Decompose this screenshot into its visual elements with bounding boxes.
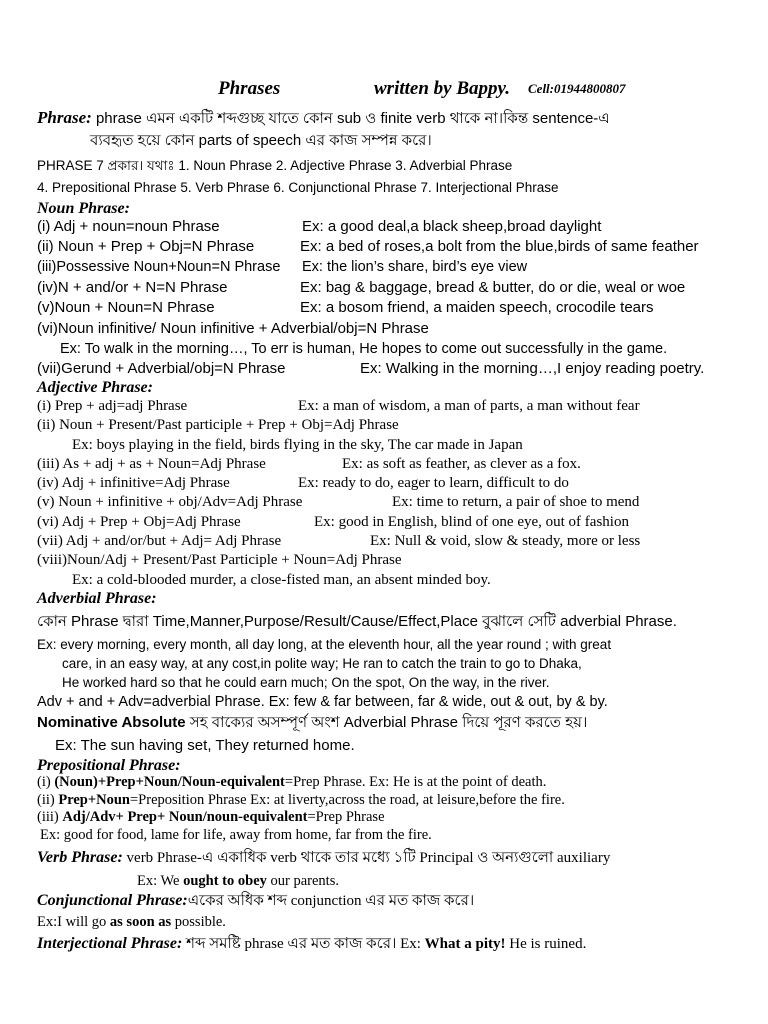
interjectional-phrase-line: Interjectional Phrase: শব্দ সমষ্টি phrase এর মত কাজ করে। Ex: What a pity! He is ruined. (37, 935, 587, 952)
author-credit: written by Bappy. (374, 78, 510, 99)
noun-phrase-heading: Noun Phrase: (37, 200, 130, 217)
conjunctional-phrase-example: Ex:I will go as soon as possible. (37, 914, 226, 930)
adjective-example-5: Ex: time to return, a pair of shoe to mend (392, 494, 640, 510)
adjective-example-1: Ex: a man of wisdom, a man of parts, a man without fear (298, 398, 640, 414)
adjective-rule-2: (ii) Noun + Present/Past participle + Prep + Obj=Adj Phrase (37, 417, 399, 433)
adverbial-definition: কোন Phrase দ্বারা Time,Manner,Purpose/Result/Cause/Effect,Place বুঝালে সেটি adverbial Phrase. (37, 613, 677, 630)
adjective-rule-6: (vi) Adj + Prep + Obj=Adj Phrase (37, 514, 241, 530)
interjectional-phrase-heading: Interjectional Phrase: (37, 935, 183, 952)
adjective-rule-1: (i) Prep + adj=adj Phrase (37, 398, 188, 414)
noun-rule-3: (iii)Possessive Noun+Noun=N Phrase (37, 259, 281, 275)
adjective-example-2: Ex: boys playing in the field, birds flying in the sky, The car made in Japan (72, 437, 523, 453)
adjective-example-7: Ex: Null & void, slow & steady, more or less (370, 533, 641, 549)
noun-rule-5: (v)Noun + Noun=N Phrase (37, 299, 215, 316)
adverbial-example-line-3: He worked hard so that he could earn much; On the spot, On the way, in the river. (62, 675, 550, 690)
verb-phrase-line: Verb Phrase: verb Phrase-এ একাধিক verb থাকে তার মধ্যে ১টি Principal ও অন্যগুলো auxiliary (37, 849, 611, 866)
page-title: Phrases (218, 78, 281, 99)
adjective-example-6: Ex: good in English, blind of one eye, out of fashion (314, 514, 629, 530)
noun-rule-7: (vii)Gerund + Adverbial/obj=N Phrase (37, 360, 286, 377)
prepositional-example: Ex: good for food, lame for life, away from home, far from the fire. (40, 827, 432, 843)
adverbial-example-line-1: Ex: every morning, every month, all day long, at the eleventh hour, all the year round ; with great (37, 637, 612, 652)
noun-example-6: Ex: To walk in the morning…, To err is human, He hopes to come out successfully in the game. (60, 341, 668, 357)
prepositional-rule-1: (i) (Noun)+Prep+Noun/Noun-equivalent=Prep Phrase. Ex: He is at the point of death. (37, 774, 547, 790)
noun-rule-2: (ii) Noun + Prep + Obj=N Phrase (37, 238, 255, 255)
noun-example-3: Ex: the lion’s share, bird’s eye view (302, 259, 528, 275)
nominative-absolute-example: Ex: The sun having set, They returned home. (55, 737, 355, 754)
noun-example-2: Ex: a bed of roses,a bolt from the blue,birds of same feather (300, 238, 699, 255)
adjective-example-3: Ex: as soft as feather, as clever as a fox. (342, 456, 581, 472)
verb-phrase-heading: Verb Phrase: (37, 849, 123, 866)
adjective-phrase-heading: Adjective Phrase: (37, 379, 153, 396)
phrase-definition-line-2: ব্যবহৃত হয়ে কোন parts of speech এর কাজ সম্পন্ন করে। (90, 132, 432, 149)
noun-example-1: Ex: a good deal,a black sheep,broad daylight (302, 218, 602, 235)
prepositional-rule-2: (ii) Prep+Noun=Preposition Phrase Ex: at liverty,across the road, at leisure,before the fire. (37, 792, 565, 808)
nominative-absolute-label: Nominative Absolute (37, 714, 186, 731)
noun-rule-1: (i) Adj + noun=noun Phrase (37, 218, 220, 235)
adverbial-rule: Adv + and + Adv=adverbial Phrase. Ex: few & far between, far & wide, out & out, by & by. (37, 694, 608, 710)
conjunctional-phrase-line: Conjunctional Phrase:একের অধিক শব্দ conjunction এর মত কাজ করে। (37, 892, 475, 909)
phrase-types-line-2: 4. Prepositional Phrase 5. Verb Phrase 6. Conjunctional Phrase 7. Interjectional Phrase (37, 180, 559, 195)
adverbial-phrase-heading: Adverbial Phrase: (37, 590, 157, 607)
adverbial-example-line-2: care, in an easy way, at any cost,in polite way; He ran to catch the train to go to Dhaka, (62, 656, 582, 671)
phrase-types-line-1: PHRASE 7 প্রকার। যথাঃ 1. Noun Phrase 2. Adjective Phrase 3. Adverbial Phrase (37, 158, 513, 173)
prepositional-rule-3: (iii) Adj/Adv+ Prep+ Noun/noun-equivalent=Prep Phrase (37, 809, 385, 825)
phrase-definition-label: Phrase: (37, 108, 92, 127)
adjective-rule-4: (iv) Adj + infinitive=Adj Phrase (37, 475, 230, 491)
prepositional-phrase-heading: Prepositional Phrase: (37, 757, 181, 774)
phrase-definition-line-1: Phrase: phrase এমন একটি শব্দগুচ্ছ যাতে কোন sub ও finite verb থাকে না।কিন্ত sentence-এ (37, 108, 610, 127)
noun-example-4: Ex: bag & baggage, bread & butter, do or die, weal or woe (300, 279, 686, 296)
noun-rule-6: (vi)Noun infinitive/ Noun infinitive + Adverbial/obj=N Phrase (37, 320, 429, 337)
adjective-rule-8: (viii)Noun/Adj + Present/Past Participle + Noun=Adj Phrase (37, 552, 402, 568)
adjective-example-4: Ex: ready to do, eager to learn, difficult to do (298, 475, 569, 491)
adjective-example-8: Ex: a cold-blooded murder, a close-fisted man, an absent minded boy. (72, 572, 491, 588)
adjective-rule-7: (vii) Adj + and/or/but + Adj= Adj Phrase (37, 533, 282, 549)
noun-example-5: Ex: a bosom friend, a maiden speech, crocodile tears (300, 299, 654, 316)
noun-example-7: Ex: Walking in the morning…,I enjoy reading poetry. (360, 360, 705, 377)
adjective-rule-5: (v) Noun + infinitive + obj/Adv=Adj Phrase (37, 494, 303, 510)
verb-phrase-example: Ex: We ought to obey our parents. (137, 873, 339, 889)
adjective-rule-3: (iii) As + adj + as + Noun=Adj Phrase (37, 456, 266, 472)
nominative-absolute-line: Nominative Absolute সহ বাক্যের অসম্পূর্ণ অংশ Adverbial Phrase দিয়ে পূরণ করতে হয়। (37, 714, 588, 731)
author-phone: Cell:01944800807 (528, 81, 626, 96)
conjunctional-phrase-heading: Conjunctional Phrase: (37, 892, 188, 909)
noun-rule-4: (iv)N + and/or + N=N Phrase (37, 279, 228, 296)
